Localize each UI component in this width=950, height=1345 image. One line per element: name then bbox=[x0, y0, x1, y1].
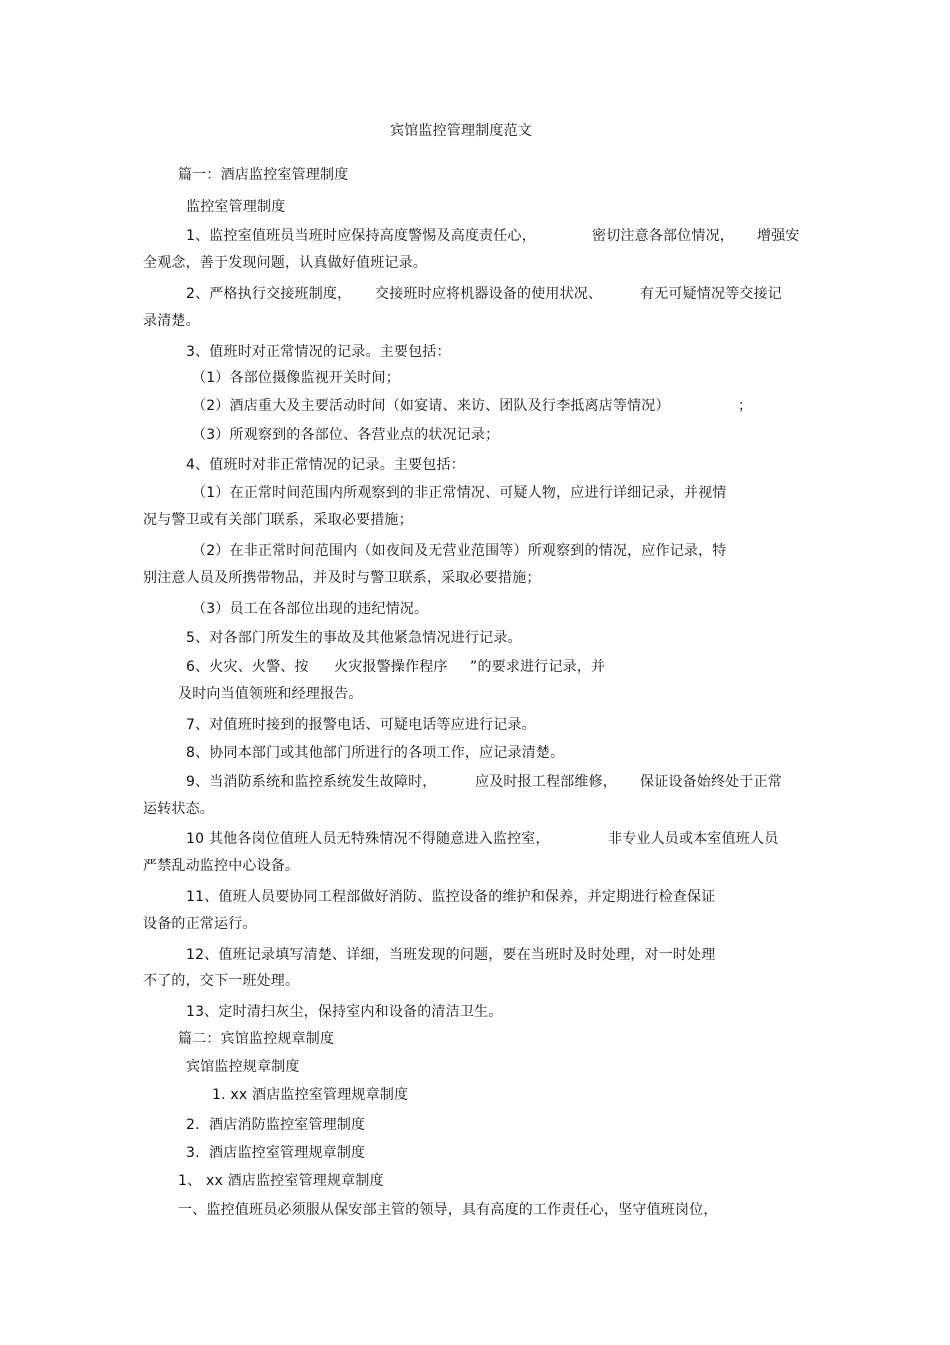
section-heading: 篇二：宾馆监控规章制度 bbox=[178, 1031, 335, 1047]
list-item: （3）员工在各部位出现的违纪情况。 bbox=[192, 601, 429, 617]
paragraph-line: 11、值班人员要协同工程部做好消防、监控设备的维护和保养，并定期进行检查保证 bbox=[186, 889, 716, 905]
list-item: 2. 酒店消防监控室管理制度 bbox=[186, 1117, 366, 1133]
list-item: 别注意人员及所携带物品，并及时与警卫联系，采取必要措施； bbox=[143, 570, 541, 586]
paragraph-line: 12、值班记录填写清楚、详细，当班发现的问题，要在当班时及时处理，对一时处理 bbox=[186, 947, 716, 963]
list-item: 3. 酒店监控室管理规章制度 bbox=[186, 1145, 366, 1161]
subsection-heading: 宾馆监控规章制度 bbox=[186, 1059, 300, 1075]
section-heading: 篇一：酒店监控室管理制度 bbox=[178, 167, 349, 183]
paragraph-line: 增强安 bbox=[757, 228, 800, 244]
list-item: ； bbox=[738, 398, 753, 414]
paragraph-line: 运转状态。 bbox=[143, 801, 214, 817]
list-item: （2）酒店重大及主要活动时间（如宴请、来访、团队及行李抵离店等情况） bbox=[192, 398, 670, 414]
paragraph-line: 录清楚。 bbox=[143, 313, 200, 329]
paragraph-line: 6、火灾、火警、按 bbox=[186, 659, 309, 675]
paragraph-line: 设备的正常运行。 bbox=[143, 916, 257, 932]
paragraph-line: 一、监控值班员必须服从保安部主管的领导，具有高度的工作责任心，坚守值班岗位， bbox=[178, 1202, 718, 1218]
paragraph-line: 密切注意各部位情况， bbox=[592, 228, 734, 244]
paragraph-line: 8、协同本部门或其他部门所进行的各项工作，应记录清楚。 bbox=[186, 745, 565, 761]
list-item: 1. xx 酒店监控室管理规章制度 bbox=[212, 1087, 409, 1103]
paragraph-line: 9、当消防系统和监控系统发生故障时， bbox=[186, 774, 437, 790]
paragraph-line: 13、定时清扫灰尘，保持室内和设备的清洁卫生。 bbox=[186, 1004, 503, 1020]
list-item: 1、 xx 酒店监控室管理规章制度 bbox=[178, 1173, 384, 1189]
list-item: （1）在正常时间范围内所观察到的非正常情况、可疑人物，应进行详细记录，并视情 bbox=[192, 485, 727, 501]
subsection-heading: 监控室管理制度 bbox=[186, 199, 286, 215]
paragraph-line: 1、监控室值班员当班时应保持高度警惕及高度责任心， bbox=[186, 228, 536, 244]
paragraph-line: 应及时报工程部维修， bbox=[475, 774, 617, 790]
paragraph-line: 严禁乱动监控中心设备。 bbox=[143, 858, 300, 874]
list-item: （2）在非正常时间范围内（如夜间及无营业范围等）所观察到的情况，应作记录，特 bbox=[192, 543, 727, 559]
document-title: 宾馆监控管理制度范文 bbox=[390, 123, 532, 139]
paragraph-line: 全观念，善于发现问题，认真做好值班记录。 bbox=[143, 255, 427, 271]
paragraph-line: 保证设备始终处于正常 bbox=[640, 774, 782, 790]
paragraph-line: 4、值班时对非正常情况的记录。主要包括： bbox=[186, 457, 465, 473]
list-item: 况与警卫或有关部门联系，采取必要措施； bbox=[143, 512, 413, 528]
paragraph-line: 3、值班时对正常情况的记录。主要包括： bbox=[186, 344, 451, 360]
list-item: （1）各部位摄像监视开关时间； bbox=[192, 370, 400, 386]
paragraph-line: 非专业人员或本室值班人员 bbox=[608, 831, 779, 847]
paragraph-line: 2、严格执行交接班制度， bbox=[186, 286, 352, 302]
paragraph-line: 火灾报警操作程序 bbox=[334, 659, 448, 675]
paragraph-line: 5、对各部门所发生的事故及其他紧急情况进行记录。 bbox=[186, 630, 522, 646]
paragraph-line: 有无可疑情况等交接记 bbox=[640, 286, 782, 302]
paragraph-line: 及时向当值领班和经理报告。 bbox=[178, 686, 363, 702]
paragraph-line: 不了的，交下一班处理。 bbox=[143, 973, 300, 989]
paragraph-line: 交接班时应将机器设备的使用状况、 bbox=[375, 286, 603, 302]
paragraph-line: ”的要求进行记录，并 bbox=[470, 659, 606, 675]
paragraph-line: 10 其他各岗位值班人员无特殊情况不得随意进入监控室， bbox=[186, 831, 550, 847]
paragraph-line: 7、对值班时接到的报警电话、可疑电话等应进行记录。 bbox=[186, 717, 536, 733]
list-item: （3）所观察到的各部位、各营业点的状况记录； bbox=[192, 427, 500, 443]
